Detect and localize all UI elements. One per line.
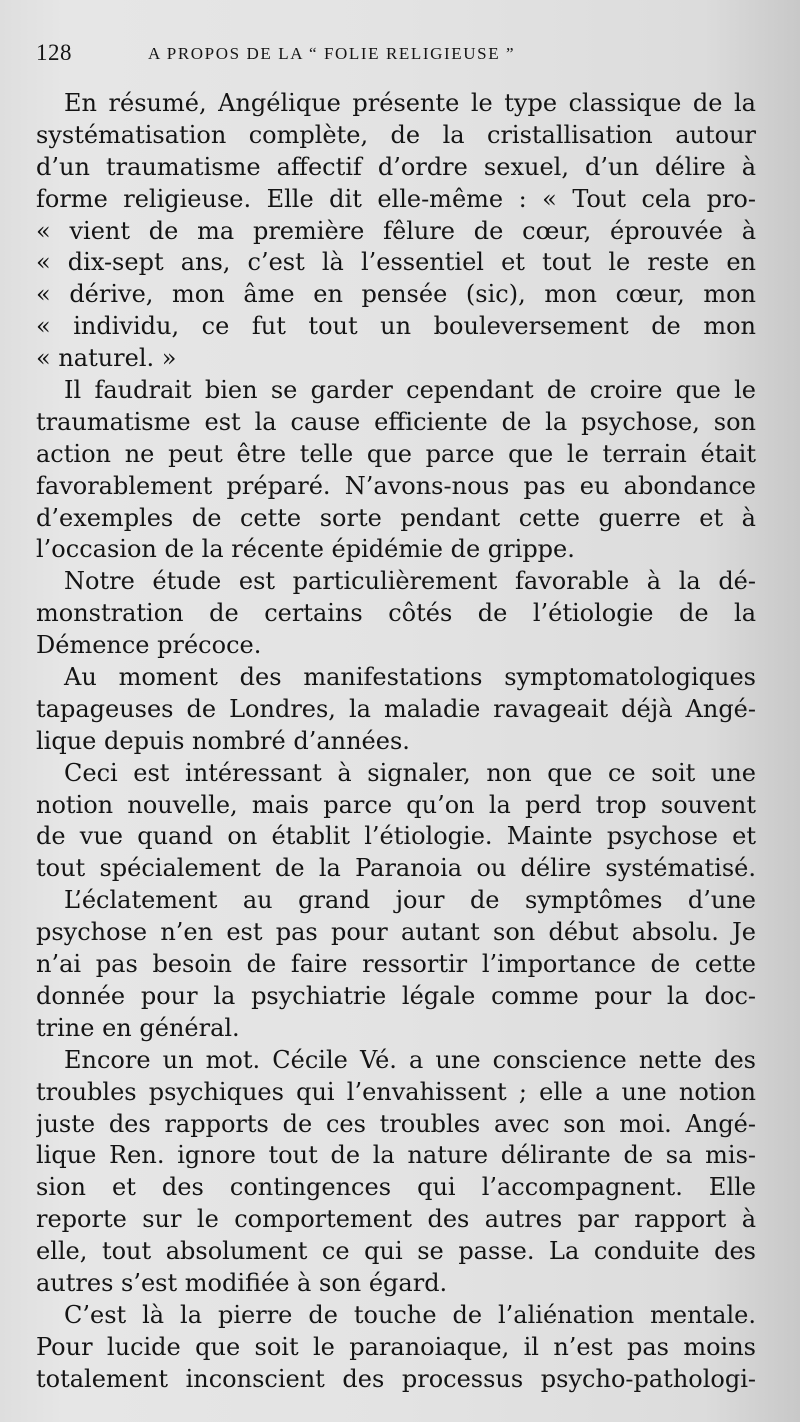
text-line: action ne peut être telle que parce que le terrain était: [36, 439, 756, 468]
text-line: « naturel. »: [36, 344, 177, 373]
text-line: d’un traumatisme affectif d’ordre sexuel, d’un délire à: [36, 152, 756, 181]
text-line: totalement inconscient des processus psycho-pathologi-: [36, 1364, 756, 1393]
text-line: de vue quand on établit l’étiologie. Mainte psychose et: [36, 822, 756, 851]
text-line: donnée pour la psychiatrie légale comme pour la doc-: [36, 981, 756, 1010]
text-line: notion nouvelle, mais parce qu’on la perd trop souvent: [36, 790, 756, 819]
page-header: [36, 38, 756, 72]
text-line: « individu, ce fut tout un bouleversement de mon: [36, 312, 756, 341]
text-line: sion et des contingences qui l’accompagnent. Elle: [36, 1173, 756, 1202]
text-line: tapageuses de Londres, la maladie ravageait déjà Angé-: [36, 694, 756, 723]
text-line: En résumé, Angélique présente le type classique de la: [64, 89, 756, 117]
running-title: A PROPOS DE LA “ FOLIE RELIGIEUSE ”: [148, 44, 516, 63]
text-line: favorablement préparé. N’avons-nous pas eu abondance: [36, 471, 756, 500]
text-line: d’exemples de cette sorte pendant cette guerre et à: [36, 503, 756, 532]
text-line: C’est là la pierre de touche de l’aliénation mentale.: [64, 1300, 756, 1329]
text-line: « dérive, mon âme en pensée (sic), mon cœur, mon: [36, 280, 756, 309]
text-line: Au moment des manifestations symptomatologiques: [64, 663, 756, 692]
text-line: reporte sur le comportement des autres par rapport à: [36, 1205, 756, 1234]
text-line: lique Ren. ignore tout de la nature délirante de sa mis-: [36, 1141, 756, 1170]
text-line: Il faudrait bien se garder cependant de croire que le: [64, 376, 756, 405]
text-line: Pour lucide que soit le paranoiaque, il n’est pas moins: [36, 1332, 756, 1361]
text-line: autres s’est modifiée à son égard.: [36, 1268, 448, 1297]
text-line: psychose n’en est pas pour autant son début absolu. Je: [36, 918, 756, 947]
page-number: 128: [36, 40, 72, 65]
text-line: juste des rapports de ces troubles avec son moi. Angé-: [36, 1109, 756, 1138]
text-line: lique depuis nombré d’années.: [36, 726, 410, 755]
text-line: Notre étude est particulièrement favorable à la dé-: [64, 567, 756, 596]
text-line: Démence précoce.: [36, 631, 262, 660]
text-line: monstration de certains côtés de l’étiologie de la: [36, 599, 756, 628]
text-line: Ceci est intéressant à signaler, non que ce soit une: [64, 758, 756, 787]
text-line: elle, tout absolument ce qui se passe. La conduite des: [36, 1237, 756, 1266]
text-line: « vient de ma première fêlure de cœur, éprouvée à: [36, 216, 756, 245]
text-line: tout spécialement de la Paranoia ou délire systématisé.: [36, 854, 756, 883]
text-line: systématisation complète, de la cristallisation autour: [36, 120, 756, 149]
text-line: Encore un mot. Cécile Vé. a une conscience nette des: [64, 1045, 756, 1074]
text-line: trine en général.: [36, 1013, 240, 1042]
text-line: L’éclatement au grand jour de symptômes d’une: [64, 886, 756, 915]
text-line: n’ai pas besoin de faire ressortir l’importance de cette: [36, 950, 756, 979]
text-line: troubles psychiques qui l’envahissent ; elle a une notion: [36, 1077, 756, 1106]
text-line: « dix-sept ans, c’est là l’essentiel et tout le reste en: [36, 248, 756, 277]
text-line: l’occasion de la récente épidémie de grippe.: [36, 535, 575, 564]
text-line: forme religieuse. Elle dit elle-même : « Tout cela pro-: [36, 184, 756, 213]
text-line: traumatisme est la cause efficiente de la psychose, son: [36, 407, 756, 436]
body-text: [36, 88, 756, 1396]
